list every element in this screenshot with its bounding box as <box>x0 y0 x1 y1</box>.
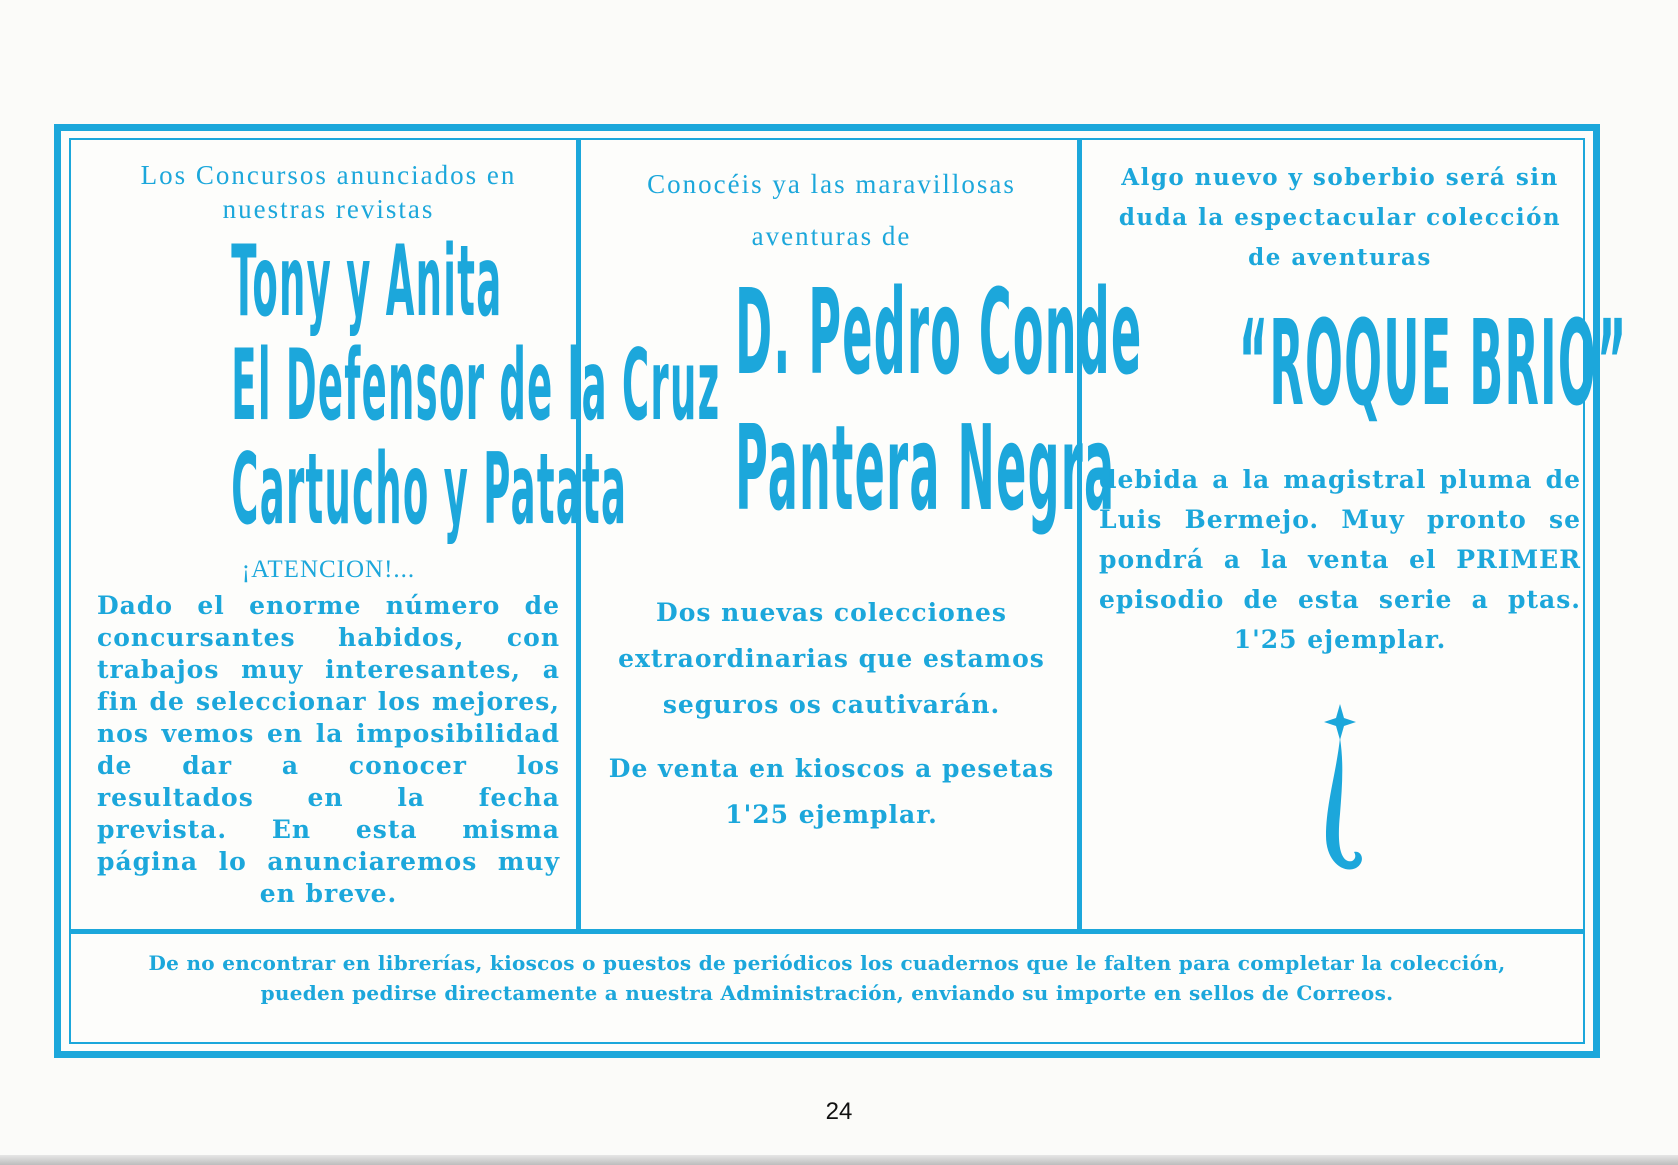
page-number: 24 <box>825 1098 853 1125</box>
roque-brio-description: debida a la magistral pluma de Luis Bermejo. Muy pronto se pondrá a la venta el PRIMER episodio de esta serie a ptas. 1'25 ejemplar. <box>1099 465 1581 654</box>
page-edge-shadow <box>0 1155 1678 1165</box>
title-cartucho-y-patata: Cartucho y Patata <box>231 433 628 547</box>
column-concursos <box>71 140 721 929</box>
concursos-notice-text: Dado el enorme número de concursantes habidos, con trabajos muy interesantes, a fin de seleccionar los mejores, nos vemos en la imposibilidad de dar a conocer los resultados en la fecha prevista. En esta misma página lo anunciaremos muy en breve. <box>97 591 560 908</box>
atencion-heading: ¡ATENCION!... <box>241 556 416 583</box>
roque-brio-intro: Algo nuevo y soberbio será sin duda la espectacular colección de aventuras <box>1118 164 1562 271</box>
venta-price-text: De venta en kioscos a pesetas 1'25 ejemplar. <box>608 754 1055 829</box>
title-tony-y-anita: Tony y Anita <box>231 225 503 339</box>
footer-notice <box>71 929 1583 1042</box>
title-roque-brio: “ROQUE BRIO” <box>1238 294 1628 432</box>
title-pantera-negra: Pantera Negra <box>735 399 1116 537</box>
advertisement-frame <box>54 124 1628 1058</box>
title-d-pedro-conde: D. Pedro Conde <box>735 263 1143 401</box>
flourish-ornament-icon <box>1300 704 1380 884</box>
advertisement-inner-border <box>69 138 1628 1044</box>
title-el-defensor-de-la-cruz: El Defensor de la Cruz <box>231 329 721 443</box>
column-pedro-conde <box>586 140 1143 929</box>
column-roque-brio <box>1087 140 1628 929</box>
concursos-intro: Los Concursos anunciados en nuestras revistas <box>140 160 517 224</box>
colecciones-description: Dos nuevas colecciones extraordinarias que estamos seguros os cautivarán. <box>618 598 1045 719</box>
pedro-conde-intro: Conocéis ya las maravillosas aventuras de <box>647 169 1016 251</box>
footer-notice-text: De no encontrar en librerías, kioscos o puestos de periódicos los cuadernos que le falten para completar la colección, pueden pedirse directamente a nuestra Administración, enviando su importe en sellos de Correos. <box>148 951 1506 1005</box>
